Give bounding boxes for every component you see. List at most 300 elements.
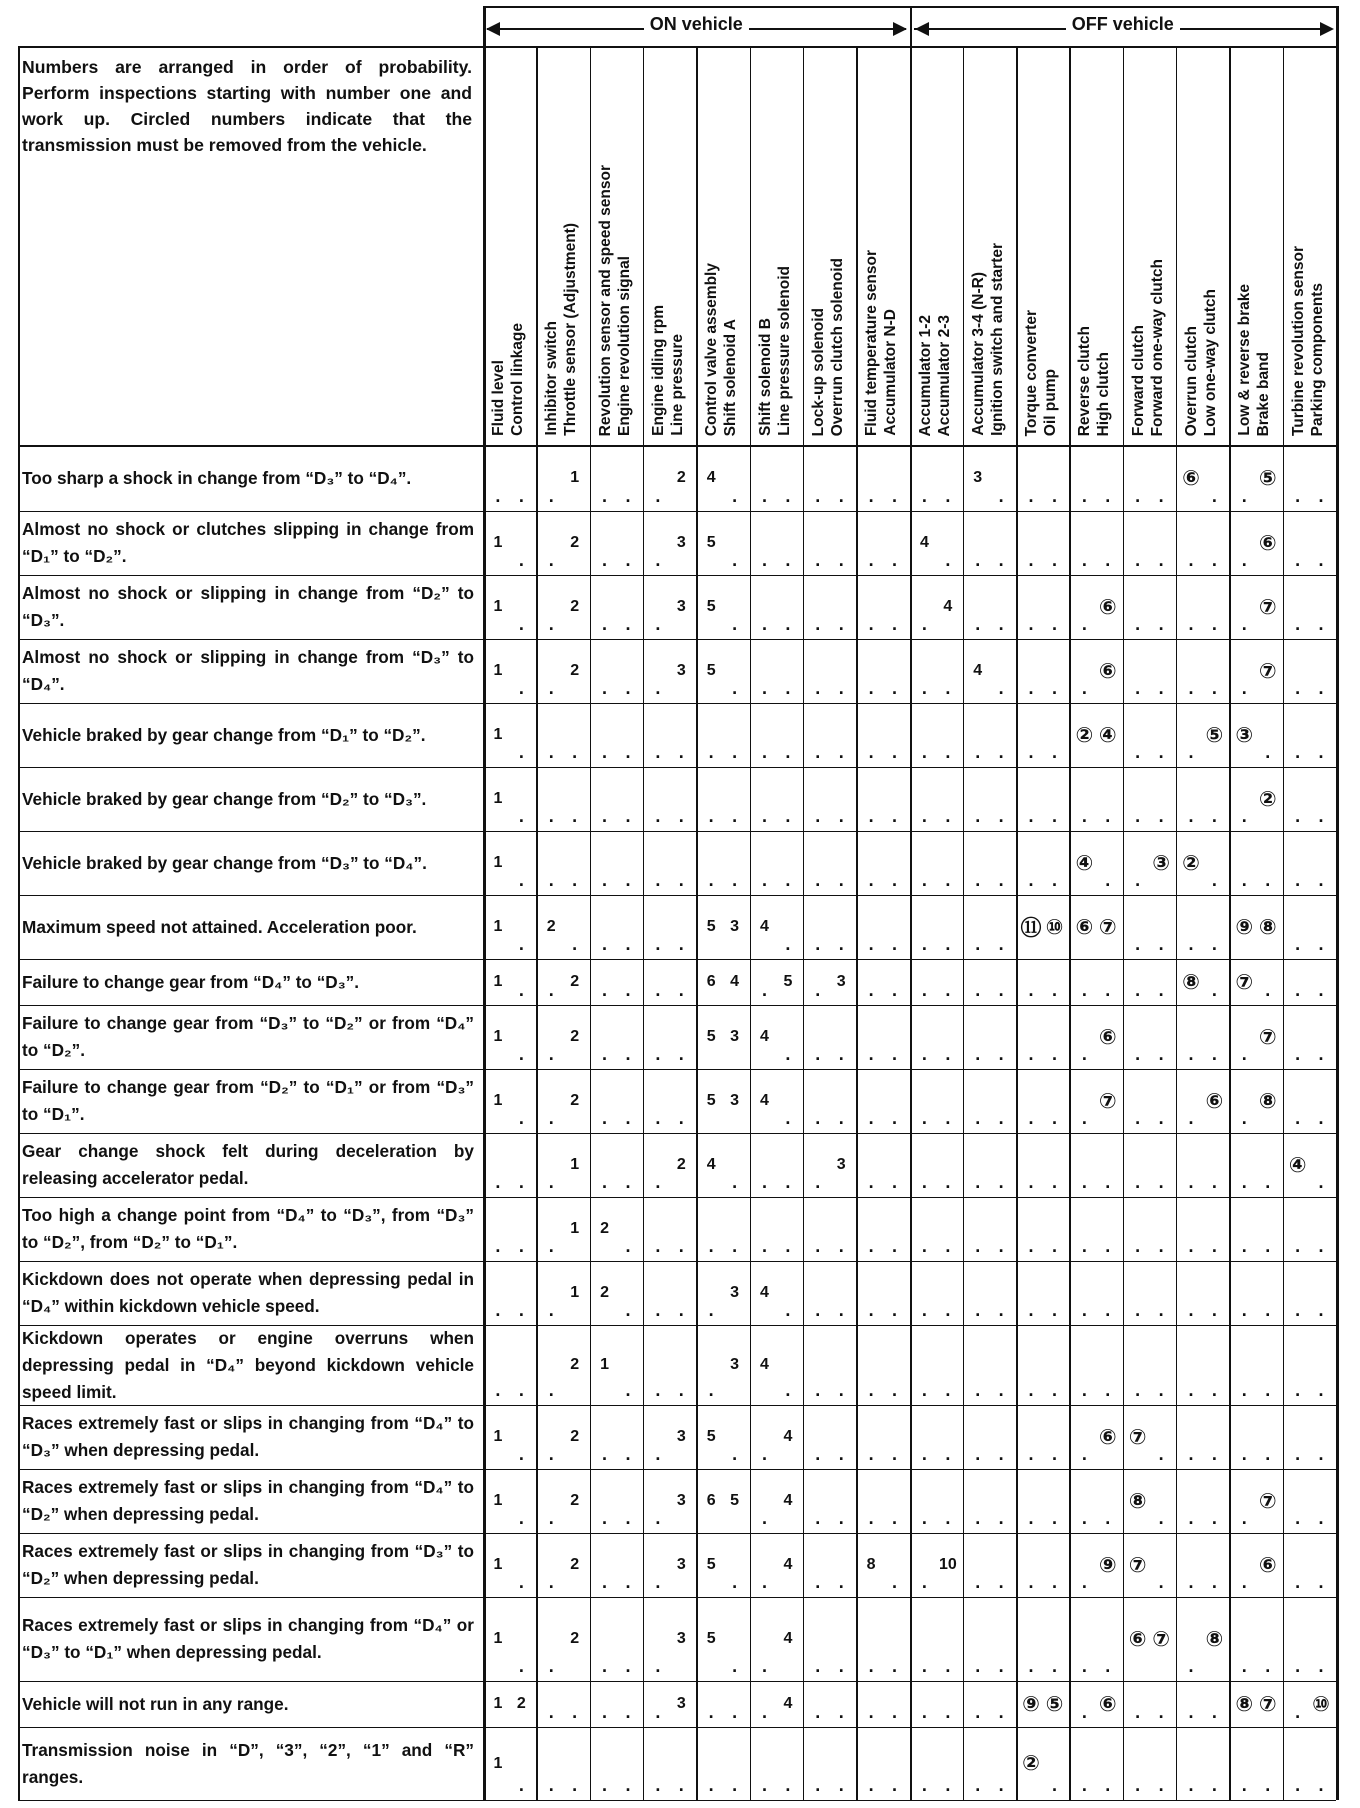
empty-cell-dot: . <box>945 550 951 570</box>
cell-value: 10 <box>938 1556 957 1573</box>
empty-cell-dot: . <box>998 486 1004 506</box>
empty-cell-dot: . <box>1188 1300 1194 1320</box>
column-header: High clutch <box>1095 351 1113 436</box>
off-vehicle-heading: OFF vehicle <box>1066 14 1180 35</box>
empty-cell-dot: . <box>815 742 821 762</box>
empty-cell-dot: . <box>572 934 578 954</box>
empty-cell-dot: . <box>1188 806 1194 826</box>
empty-cell-dot: . <box>602 1572 608 1592</box>
cell-value: ⑩ <box>1045 915 1064 939</box>
empty-cell-dot: . <box>1318 1444 1324 1464</box>
empty-cell-dot: . <box>1295 980 1301 1000</box>
empty-cell-dot: . <box>1081 1300 1087 1320</box>
cell-value: 5 <box>706 1630 716 1647</box>
column-header: Engine revolution signal <box>615 256 633 436</box>
empty-cell-dot: . <box>892 1172 898 1192</box>
cell-value: 3 <box>676 1428 686 1445</box>
cell-value: 1 <box>493 1092 503 1109</box>
cell-value: 2 <box>600 1220 609 1237</box>
empty-cell-dot: . <box>1105 806 1111 826</box>
cell-value: ⑧ <box>1258 915 1277 939</box>
cell-value: 1 <box>493 598 503 615</box>
empty-cell-dot: . <box>1135 1236 1141 1256</box>
column-header: Fluid level <box>490 360 507 436</box>
empty-cell-dot: . <box>1081 550 1087 570</box>
empty-cell-dot: . <box>1028 678 1034 698</box>
empty-cell-dot: . <box>1158 1236 1164 1256</box>
empty-cell-dot: . <box>518 806 524 826</box>
empty-cell-dot: . <box>1081 486 1087 506</box>
empty-cell-dot: . <box>1105 870 1111 890</box>
empty-cell-dot: . <box>1318 1172 1324 1192</box>
empty-cell-dot: . <box>998 980 1004 1000</box>
empty-cell-dot: . <box>1295 1108 1301 1128</box>
empty-cell-dot: . <box>785 1775 791 1795</box>
empty-cell-dot: . <box>1295 1775 1301 1795</box>
empty-cell-dot: . <box>868 1172 874 1192</box>
empty-cell-dot: . <box>678 870 684 890</box>
empty-cell-dot: . <box>655 1044 661 1064</box>
empty-cell-dot: . <box>1318 1656 1324 1676</box>
empty-cell-dot: . <box>1028 614 1034 634</box>
empty-cell-dot: . <box>892 1508 898 1528</box>
empty-cell-dot: . <box>1158 486 1164 506</box>
cell-value: 5 <box>706 1092 716 1109</box>
cell-value: 2 <box>570 1492 580 1509</box>
empty-cell-dot: . <box>892 1656 898 1676</box>
cell-value: 2 <box>570 1356 580 1373</box>
empty-cell-dot: . <box>975 1300 981 1320</box>
cell-value: 3 <box>730 1028 740 1045</box>
column-header: Parking components <box>1308 282 1326 436</box>
group-rule <box>1336 6 1339 1800</box>
empty-cell-dot: . <box>921 678 927 698</box>
empty-cell-dot: . <box>921 1702 927 1722</box>
empty-cell-dot: . <box>785 1300 791 1320</box>
empty-cell-dot: . <box>1318 1508 1324 1528</box>
symptom-label: Vehicle braked by gear change from “D₂” to “D₃”. <box>22 788 427 809</box>
empty-cell-dot: . <box>838 1380 844 1400</box>
empty-cell-dot: . <box>945 742 951 762</box>
empty-cell-dot: . <box>945 486 951 506</box>
empty-cell-dot: . <box>1135 1702 1141 1722</box>
empty-cell-dot: . <box>868 870 874 890</box>
empty-cell-dot: . <box>1265 870 1271 890</box>
cell-value: ④ <box>1288 1153 1307 1177</box>
column-header: Shift solenoid A <box>722 318 740 436</box>
empty-cell-dot: . <box>1295 806 1301 826</box>
empty-cell-dot: . <box>732 678 738 698</box>
empty-cell-dot: . <box>1105 550 1111 570</box>
empty-cell-dot: . <box>761 980 767 1000</box>
empty-cell-dot: . <box>495 1300 501 1320</box>
empty-cell-dot: . <box>785 742 791 762</box>
cell-value: 2 <box>570 973 580 990</box>
empty-cell-dot: . <box>1211 980 1217 1000</box>
empty-cell-dot: . <box>815 614 821 634</box>
empty-cell-dot: . <box>868 1775 874 1795</box>
symptom-label: Races extremely fast or slips in changing from “D₄” to “D₂” when depressing pedal. <box>22 1477 474 1524</box>
off-arrow-right-icon <box>1320 22 1334 36</box>
empty-cell-dot: . <box>1211 1702 1217 1722</box>
cell-value: ⑥ <box>1098 595 1117 619</box>
cell-value: ⑤ <box>1045 1692 1064 1716</box>
empty-cell-dot: . <box>678 1775 684 1795</box>
empty-cell-dot: . <box>998 1444 1004 1464</box>
empty-cell-dot: . <box>1295 1444 1301 1464</box>
empty-cell-dot: . <box>785 486 791 506</box>
empty-cell-dot: . <box>921 806 927 826</box>
empty-cell-dot: . <box>625 870 631 890</box>
cell-value: 1 <box>570 1284 580 1301</box>
empty-cell-dot: . <box>868 1656 874 1676</box>
empty-cell-dot: . <box>1241 1572 1247 1592</box>
cell-value: 3 <box>730 1284 740 1301</box>
empty-cell-dot: . <box>892 870 898 890</box>
empty-cell-dot: . <box>1158 1508 1164 1528</box>
empty-cell-dot: . <box>655 1656 661 1676</box>
empty-cell-dot: . <box>1028 742 1034 762</box>
empty-cell-dot: . <box>625 806 631 826</box>
empty-cell-dot: . <box>868 934 874 954</box>
empty-cell-dot: . <box>518 1044 524 1064</box>
column-header: Inhibitor switch <box>543 321 561 436</box>
cell-value: ⑧ <box>1205 1627 1224 1651</box>
empty-cell-dot: . <box>1028 870 1034 890</box>
empty-cell-dot: . <box>1295 1572 1301 1592</box>
empty-cell-dot: . <box>868 1044 874 1064</box>
empty-cell-dot: . <box>892 806 898 826</box>
cell-value: 4 <box>730 973 740 990</box>
empty-cell-dot: . <box>1105 1656 1111 1676</box>
cell-value: 3 <box>676 598 686 615</box>
empty-cell-dot: . <box>1158 1172 1164 1192</box>
empty-cell-dot: . <box>655 1444 661 1464</box>
empty-cell-dot: . <box>1241 678 1247 698</box>
cell-value: 4 <box>760 1028 769 1045</box>
empty-cell-dot: . <box>625 1702 631 1722</box>
empty-cell-dot: . <box>1081 1656 1087 1676</box>
empty-cell-dot: . <box>921 1656 927 1676</box>
column-header: Accumulator 2-3 <box>935 314 953 436</box>
empty-cell-dot: . <box>1051 1656 1057 1676</box>
cell-value: 1 <box>493 662 503 679</box>
empty-cell-dot: . <box>1241 486 1247 506</box>
empty-cell-dot: . <box>602 1044 608 1064</box>
empty-cell-dot: . <box>708 1702 714 1722</box>
empty-cell-dot: . <box>708 806 714 826</box>
empty-cell-dot: . <box>1051 1444 1057 1464</box>
empty-cell-dot: . <box>1241 1380 1247 1400</box>
column-header: Torque converter <box>1023 309 1041 436</box>
empty-cell-dot: . <box>892 1300 898 1320</box>
empty-cell-dot: . <box>548 1108 554 1128</box>
cell-value: 6 <box>706 973 716 990</box>
empty-cell-dot: . <box>625 1108 631 1128</box>
empty-cell-dot: . <box>761 486 767 506</box>
cell-value: ⑥ <box>1098 659 1117 683</box>
cell-value: 1 <box>493 726 503 743</box>
empty-cell-dot: . <box>1188 1108 1194 1128</box>
empty-cell-dot: . <box>1295 1702 1301 1722</box>
empty-cell-dot: . <box>572 870 578 890</box>
symptom-label: Vehicle will not run in any range. <box>22 1693 289 1714</box>
empty-cell-dot: . <box>921 1300 927 1320</box>
empty-cell-dot: . <box>815 806 821 826</box>
empty-cell-dot: . <box>548 678 554 698</box>
empty-cell-dot: . <box>548 1300 554 1320</box>
empty-cell-dot: . <box>1295 678 1301 698</box>
empty-cell-dot: . <box>1158 1572 1164 1592</box>
column-header: Accumulator 1-2 <box>916 314 934 436</box>
cell-value: 4 <box>760 918 769 935</box>
empty-cell-dot: . <box>1318 678 1324 698</box>
cell-value: ⑥ <box>1182 466 1200 490</box>
empty-cell-dot: . <box>1135 1380 1141 1400</box>
empty-cell-dot: . <box>1081 1108 1087 1128</box>
empty-cell-dot: . <box>1295 614 1301 634</box>
cell-value: 2 <box>570 1092 580 1109</box>
symptom-label: Transmission noise in “D”, “3”, “2”, “1” and “R” ranges. <box>22 1739 474 1787</box>
cell-value: 1 <box>493 1428 503 1445</box>
empty-cell-dot: . <box>1135 1108 1141 1128</box>
empty-cell-dot: . <box>761 550 767 570</box>
cell-value: ⑦ <box>1258 595 1277 619</box>
empty-cell-dot: . <box>602 1172 608 1192</box>
empty-cell-dot: . <box>945 678 951 698</box>
header-rule <box>18 46 1336 48</box>
empty-cell-dot: . <box>1158 806 1164 826</box>
cell-value: 3 <box>730 918 740 935</box>
empty-cell-dot: . <box>868 1380 874 1400</box>
empty-cell-dot: . <box>815 1775 821 1795</box>
empty-cell-dot: . <box>518 678 524 698</box>
empty-cell-dot: . <box>1135 486 1141 506</box>
empty-cell-dot: . <box>678 934 684 954</box>
cell-value: 1 <box>570 1220 580 1237</box>
cell-value: 1 <box>600 1356 609 1373</box>
empty-cell-dot: . <box>892 934 898 954</box>
empty-cell-dot: . <box>838 486 844 506</box>
empty-cell-dot: . <box>1158 1444 1164 1464</box>
empty-cell-dot: . <box>1241 1300 1247 1320</box>
empty-cell-dot: . <box>602 1775 608 1795</box>
intro-text: Numbers are arranged in order of probability. Perform inspections starting with number one and work up. Circled numbers indicate that the transmission must be removed from the vehicle. <box>22 57 472 155</box>
empty-cell-dot: . <box>998 1236 1004 1256</box>
symptom-label: Races extremely fast or slips in changing from “D₄” to “D₃” when depressing pedal. <box>22 1413 474 1460</box>
empty-cell-dot: . <box>1318 1572 1324 1592</box>
empty-cell-dot: . <box>892 1572 898 1592</box>
empty-cell-dot: . <box>625 934 631 954</box>
empty-cell-dot: . <box>1318 614 1324 634</box>
empty-cell-dot: . <box>815 980 821 1000</box>
empty-cell-dot: . <box>998 742 1004 762</box>
column-header: Shift solenoid B <box>756 318 774 436</box>
empty-cell-dot: . <box>785 614 791 634</box>
empty-cell-dot: . <box>518 1572 524 1592</box>
empty-cell-dot: . <box>1105 486 1111 506</box>
cell-value: ⑦ <box>1098 915 1117 939</box>
empty-cell-dot: . <box>815 934 821 954</box>
symptom-label: Races extremely fast or slips in changing from “D₃” to “D₂” when depressing pedal. <box>22 1541 474 1588</box>
empty-cell-dot: . <box>1188 1380 1194 1400</box>
cell-value: 4 <box>783 1492 793 1509</box>
empty-cell-dot: . <box>975 1380 981 1400</box>
symptom-label: Vehicle braked by gear change from “D₁” to “D₂”. <box>22 724 426 745</box>
empty-cell-dot: . <box>1211 1380 1217 1400</box>
empty-cell-dot: . <box>761 1508 767 1528</box>
cell-value: 5 <box>706 1028 716 1045</box>
empty-cell-dot: . <box>1135 980 1141 1000</box>
empty-cell-dot: . <box>975 1172 981 1192</box>
empty-cell-dot: . <box>1081 1044 1087 1064</box>
cell-value: 5 <box>706 598 716 615</box>
empty-cell-dot: . <box>655 550 661 570</box>
empty-cell-dot: . <box>602 614 608 634</box>
empty-cell-dot: . <box>921 980 927 1000</box>
empty-cell-dot: . <box>678 980 684 1000</box>
empty-cell-dot: . <box>1135 870 1141 890</box>
cell-value: ⑦ <box>1128 1425 1147 1449</box>
empty-cell-dot: . <box>815 1380 821 1400</box>
empty-cell-dot: . <box>1081 1508 1087 1528</box>
empty-cell-dot: . <box>868 806 874 826</box>
empty-cell-dot: . <box>838 1444 844 1464</box>
empty-cell-dot: . <box>975 1236 981 1256</box>
empty-cell-dot: . <box>655 806 661 826</box>
cell-value: ② <box>1022 1752 1040 1775</box>
empty-cell-dot: . <box>655 1508 661 1528</box>
empty-cell-dot: . <box>945 1236 951 1256</box>
empty-cell-dot: . <box>625 1775 631 1795</box>
empty-cell-dot: . <box>868 614 874 634</box>
empty-cell-dot: . <box>1188 1508 1194 1528</box>
empty-cell-dot: . <box>761 1236 767 1256</box>
empty-cell-dot: . <box>625 1236 631 1256</box>
cell-value: ⑨ <box>1022 1692 1040 1716</box>
empty-cell-dot: . <box>1051 550 1057 570</box>
empty-cell-dot: . <box>1051 1775 1057 1795</box>
empty-cell-dot: . <box>625 678 631 698</box>
empty-cell-dot: . <box>548 1508 554 1528</box>
cell-value: 1 <box>493 1695 503 1712</box>
empty-cell-dot: . <box>625 486 631 506</box>
empty-cell-dot: . <box>1295 1044 1301 1064</box>
empty-cell-dot: . <box>785 806 791 826</box>
symptom-label: Almost no shock or slipping in change from “D₂” to “D₃”. <box>22 583 474 630</box>
symptom-label: Almost no shock or slipping in change from “D₃” to “D₄”. <box>22 647 474 694</box>
empty-cell-dot: . <box>518 1380 524 1400</box>
empty-cell-dot: . <box>495 1236 501 1256</box>
empty-cell-dot: . <box>1158 1702 1164 1722</box>
empty-cell-dot: . <box>625 1172 631 1192</box>
empty-cell-dot: . <box>1211 614 1217 634</box>
empty-cell-dot: . <box>602 980 608 1000</box>
empty-cell-dot: . <box>602 934 608 954</box>
empty-cell-dot: . <box>921 1444 927 1464</box>
empty-cell-dot: . <box>1081 1572 1087 1592</box>
cell-value: ⑩ <box>1312 1692 1330 1716</box>
empty-cell-dot: . <box>518 1508 524 1528</box>
empty-cell-dot: . <box>625 1572 631 1592</box>
empty-cell-dot: . <box>945 934 951 954</box>
column-header: Revolution sensor and speed sensor <box>596 164 614 436</box>
empty-cell-dot: . <box>785 678 791 698</box>
cell-value: 1 <box>493 973 503 990</box>
empty-cell-dot: . <box>708 1236 714 1256</box>
empty-cell-dot: . <box>998 1572 1004 1592</box>
empty-cell-dot: . <box>945 870 951 890</box>
empty-cell-dot: . <box>602 1508 608 1528</box>
empty-cell-dot: . <box>815 1108 821 1128</box>
empty-cell-dot: . <box>1158 1380 1164 1400</box>
symptom-label: Maximum speed not attained. Acceleration poor. <box>22 916 417 937</box>
empty-cell-dot: . <box>838 870 844 890</box>
empty-cell-dot: . <box>975 550 981 570</box>
cell-value: 2 <box>570 1428 580 1445</box>
column-header: Forward clutch <box>1129 324 1147 436</box>
empty-cell-dot: . <box>1051 1508 1057 1528</box>
symptom-label: Kickdown operates or engine overruns when depressing pedal in “D₄” beyond kickdown vehicle speed limit. <box>22 1327 474 1402</box>
empty-cell-dot: . <box>921 1380 927 1400</box>
empty-cell-dot: . <box>815 1044 821 1064</box>
empty-cell-dot: . <box>975 1656 981 1676</box>
empty-cell-dot: . <box>998 1172 1004 1192</box>
empty-cell-dot: . <box>975 1702 981 1722</box>
empty-cell-dot: . <box>1211 678 1217 698</box>
empty-cell-dot: . <box>785 1236 791 1256</box>
empty-cell-dot: . <box>975 1444 981 1464</box>
empty-cell-dot: . <box>785 1044 791 1064</box>
empty-cell-dot: . <box>625 1380 631 1400</box>
empty-cell-dot: . <box>1188 1656 1194 1676</box>
empty-cell-dot: . <box>1081 678 1087 698</box>
cell-value: 2 <box>570 662 580 679</box>
empty-cell-dot: . <box>998 806 1004 826</box>
cell-value: 1 <box>493 854 503 871</box>
cell-value: ⑪ <box>1020 917 1042 940</box>
empty-cell-dot: . <box>921 486 927 506</box>
empty-cell-dot: . <box>1105 1380 1111 1400</box>
empty-cell-dot: . <box>518 1236 524 1256</box>
empty-cell-dot: . <box>548 1236 554 1256</box>
empty-cell-dot: . <box>815 1236 821 1256</box>
empty-cell-dot: . <box>548 1444 554 1464</box>
cell-value: 1 <box>570 1156 580 1173</box>
empty-cell-dot: . <box>945 1508 951 1528</box>
empty-cell-dot: . <box>518 980 524 1000</box>
cell-value: 2 <box>516 1695 526 1712</box>
empty-cell-dot: . <box>1211 1444 1217 1464</box>
empty-cell-dot: . <box>1051 486 1057 506</box>
empty-cell-dot: . <box>625 980 631 1000</box>
empty-cell-dot: . <box>1081 1236 1087 1256</box>
empty-cell-dot: . <box>1295 1380 1301 1400</box>
empty-cell-dot: . <box>572 742 578 762</box>
empty-cell-dot: . <box>625 1656 631 1676</box>
empty-cell-dot: . <box>1265 1444 1271 1464</box>
empty-cell-dot: . <box>1028 550 1034 570</box>
cell-value: 4 <box>760 1092 769 1109</box>
cell-value: 2 <box>570 1630 580 1647</box>
cell-value: 3 <box>836 973 846 990</box>
cell-value: 3 <box>676 1630 686 1647</box>
cell-value: 2 <box>676 469 686 486</box>
empty-cell-dot: . <box>655 1702 661 1722</box>
empty-cell-dot: . <box>1158 1300 1164 1320</box>
empty-cell-dot: . <box>868 678 874 698</box>
cell-value: 4 <box>973 662 983 679</box>
